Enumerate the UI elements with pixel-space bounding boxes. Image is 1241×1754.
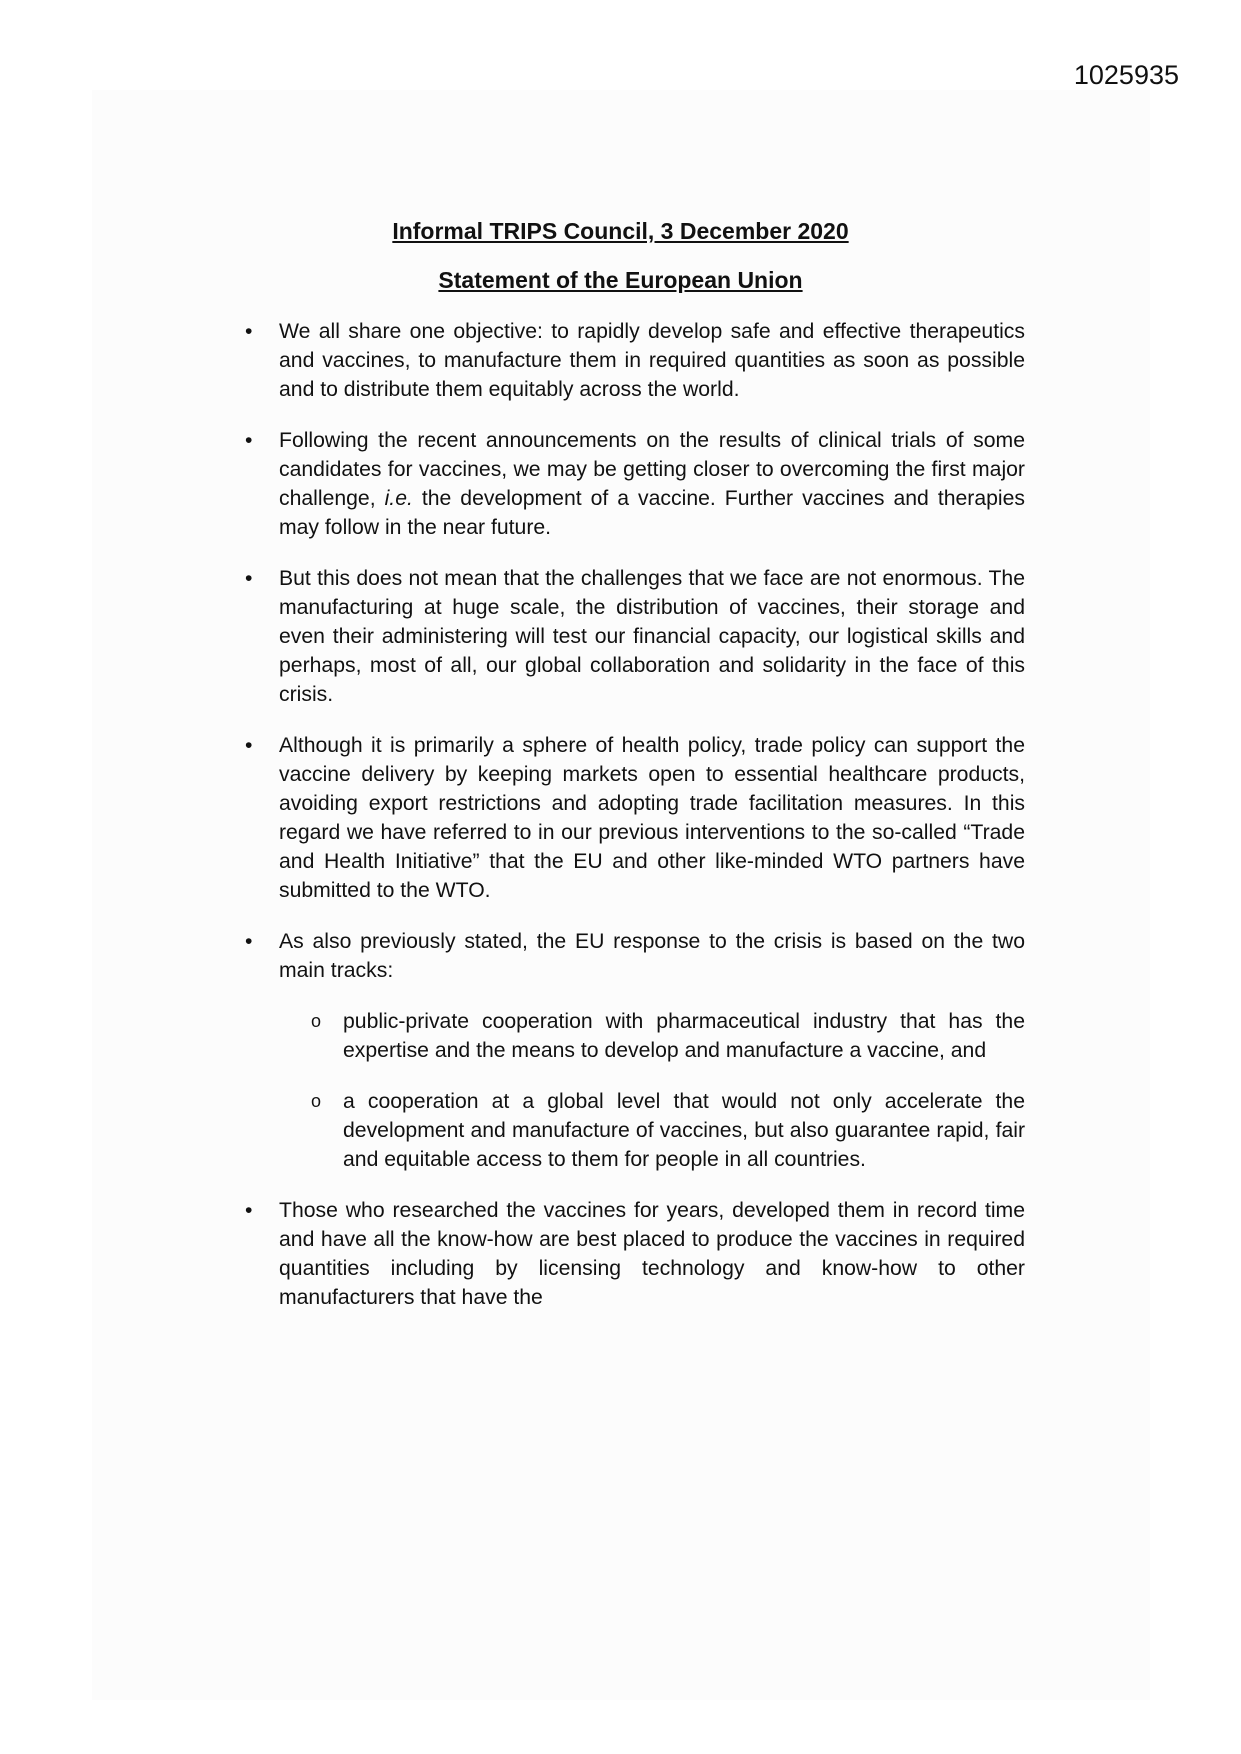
- circle-bullet-icon: o: [311, 1011, 322, 1031]
- sub-item-text: a cooperation at a global level that would not only accelerate the development and manufacture of vaccines, but also guarantee rapid, fair and equitable access to them for people in all countries.: [343, 1090, 1025, 1171]
- document-number: 1025935: [1073, 60, 1179, 90]
- sub-bullet-list: [311, 1007, 1025, 1174]
- sub-item-text: public-private cooperation with pharmaceutical industry that has the expertise and the means to develop and manufacture a vaccine, and: [343, 1010, 1025, 1062]
- paragraph-text: Following the recent announcements on the results of clinical trials of some candidates for vaccines, we may be getting closer to overcoming the first major challenge,: [279, 429, 1025, 510]
- statement-body: [245, 317, 1025, 1334]
- bullet-icon: •: [245, 429, 253, 452]
- bullet-icon: •: [245, 930, 253, 953]
- paragraph-text: But this does not mean that the challenges that we face are not enormous. The manufacturing at huge scale, the distribution of vaccines, their storage and even their administering will test our financial capacity, our logistical skills and perhaps, most of all, our global collaboration and solidarity in the face of this crisis.: [279, 567, 1025, 706]
- paragraph-text: Although it is primarily a sphere of health policy, trade policy can support the vaccine delivery by keeping markets open to essential healthcare products, avoiding export restrictions and adopting trade facilitation measures. In this regard we have referred to in our previous interventions to the so-called “Trade and Health Initiative” that the EU and other like-minded WTO partners have submitted to the WTO.: [279, 734, 1025, 902]
- document-title: Informal TRIPS Council, 3 December 2020: [392, 218, 849, 244]
- bullet-icon: •: [245, 734, 253, 757]
- document-subtitle: Statement of the European Union: [438, 267, 803, 293]
- bullet-paragraph-2: [245, 426, 1025, 542]
- bullet-paragraph-4: [245, 731, 1025, 905]
- bullet-icon: •: [245, 320, 253, 343]
- sub-bullet-item-2: [311, 1087, 1025, 1174]
- bullet-icon: •: [245, 1199, 253, 1222]
- paragraph-emphasis: i.e.: [384, 487, 413, 510]
- bullet-paragraph-3: [245, 564, 1025, 709]
- sub-bullet-item-1: [311, 1007, 1025, 1065]
- paragraph-text: Those who researched the vaccines for years, developed them in record time and have all the know-how are best placed to produce the vaccines in required quantities including by licensing technology and know-how to other manufacturers that have the: [279, 1199, 1025, 1309]
- paragraph-text: As also previously stated, the EU response to the crisis is based on the two main tracks:: [279, 930, 1025, 982]
- bullet-icon: •: [245, 567, 253, 590]
- bullet-paragraph-5: [245, 927, 1025, 985]
- circle-bullet-icon: o: [311, 1091, 322, 1111]
- paragraph-text-continued: the development of a vaccine. Further vaccines and therapies may follow in the near future.: [279, 487, 1025, 539]
- paragraph-text: We all share one objective: to rapidly develop safe and effective therapeutics and vaccines, to manufacture them in required quantities as soon as possible and to distribute them equitably across the world.: [279, 320, 1025, 401]
- bullet-paragraph-1: [245, 317, 1025, 404]
- bullet-paragraph-6: [245, 1196, 1025, 1312]
